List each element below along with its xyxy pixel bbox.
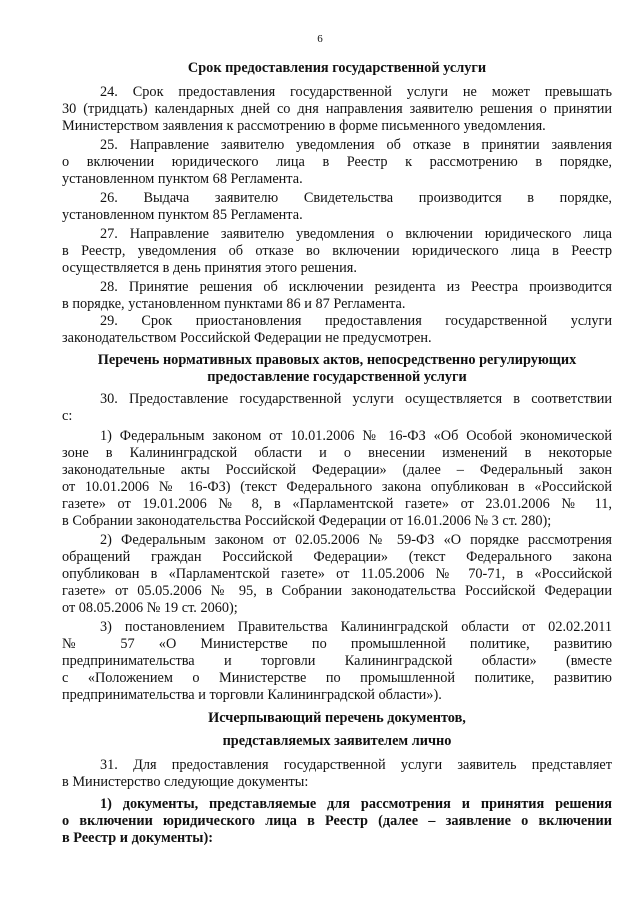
paragraph-line-bold: о включении юридического лица в Реестр (далее – заявление о включении — [62, 813, 612, 829]
paragraph-line: опубликован в «Парламентской газете» от 11.05.2006 № 70-71, в «Российской — [62, 566, 612, 582]
paragraph-line: в порядке, установленном пунктами 86 и 87 Регламента. — [62, 296, 406, 312]
paragraph-line: № 57 «О Министерстве по промышленной политике, развитию — [62, 636, 612, 652]
section-heading-documents-2: представляемых заявителем лично — [222, 733, 452, 749]
paragraph-line: 25. Направление заявителю уведомления об отказе в принятии заявления — [100, 137, 612, 153]
paragraph-line: 27. Направление заявителю уведомления о включении юридического лица — [100, 226, 612, 242]
paragraph-line: предпринимательства и торговли Калининградской области»). — [62, 687, 442, 703]
paragraph-line: 1) Федеральным законом от 10.01.2006 № 16-ФЗ «Об Особой экономической — [100, 428, 612, 444]
paragraph-line: 2) Федеральным законом от 02.05.2006 № 59-ФЗ «О порядке рассмотрения — [100, 532, 612, 548]
paragraph-line: в Собрании законодательства Российской Федерации от 16.01.2006 № 3 ст. 280); — [62, 513, 552, 529]
paragraph-line: обращений граждан Российской Федерации» (текст Федерального закона — [62, 549, 612, 565]
paragraph-line-bold: в Реестр и документы): — [62, 830, 213, 846]
paragraph-line: зоне в Калининградской области и о внесении изменений в некоторые — [62, 445, 612, 461]
paragraph-line: установленном пунктом 85 Регламента. — [62, 207, 303, 223]
section-heading-documents: Исчерпывающий перечень документов, — [208, 710, 466, 726]
paragraph-line: с: — [62, 408, 73, 424]
paragraph-line: газете» от 05.05.2006 № 95, в Собрании законодательства Российской Федерации — [62, 583, 612, 599]
page-number: 6 — [317, 33, 323, 45]
paragraph-line: 31. Для предоставления государственной услуги заявитель представляет — [100, 757, 612, 773]
paragraph-line: в Министерство следующие документы: — [62, 774, 309, 790]
paragraph-line: законодательные акты Российской Федерации» (далее – Федеральный закон — [62, 462, 612, 478]
paragraph-line-bold: 1) документы, представляемые для рассмотрения и принятия решения — [100, 796, 612, 812]
paragraph-line: 26. Выдача заявителю Свидетельства производится в порядке, — [100, 190, 612, 206]
paragraph-line: 24. Срок предоставления государственной услуги не может превышать — [100, 84, 612, 100]
paragraph-line: 29. Срок приостановления предоставления государственной услуги — [100, 313, 612, 329]
paragraph-line: предпринимательства и торговли Калининградской области» (вместе — [62, 653, 612, 669]
paragraph-line: 28. Принятие решения об исключении резидента из Реестра производится — [100, 279, 612, 295]
paragraph-line: 30 (тридцать) календарных дней со дня направления заявителю решения о принятии — [62, 101, 612, 117]
paragraph-line: от 10.01.2006 № 16-ФЗ) (текст Федерального закона опубликован в «Российской — [62, 479, 612, 495]
paragraph-line: о включении юридического лица в Реестр к рассмотрению в порядке, — [62, 154, 612, 170]
paragraph-line: газете» от 19.01.2006 № 8, в «Парламентской газете» от 23.01.2006 № 11, — [62, 496, 612, 512]
section-heading-legal-acts: Перечень нормативных правовых актов, непосредственно регулирующих — [97, 352, 577, 368]
paragraph-line: осуществляется в день принятия этого решения. — [62, 260, 357, 276]
paragraph-line: от 08.05.2006 № 19 ст. 2060); — [62, 600, 238, 616]
paragraph-line: Министерством заявления к рассмотрению в форме письменного уведомления. — [62, 118, 546, 134]
section-heading-legal-acts-2: предоставление государственной услуги — [207, 369, 467, 385]
paragraph-line: в Реестр, уведомления об отказе во включении юридического лица в Реестр — [62, 243, 612, 259]
section-heading-term: Срок предоставления государственной услуги — [187, 60, 487, 76]
paragraph-line: установленном пунктом 68 Регламента. — [62, 171, 303, 187]
paragraph-line: 30. Предоставление государственной услуги осуществляется в соответствии — [100, 391, 612, 407]
paragraph-line: законодательством Российской Федерации не предусмотрен. — [62, 330, 432, 346]
paragraph-line: 3) постановлением Правительства Калининградской области от 02.02.2011 — [100, 619, 612, 635]
paragraph-line: с «Положением о Министерстве по промышленной политике, развитию — [62, 670, 612, 686]
